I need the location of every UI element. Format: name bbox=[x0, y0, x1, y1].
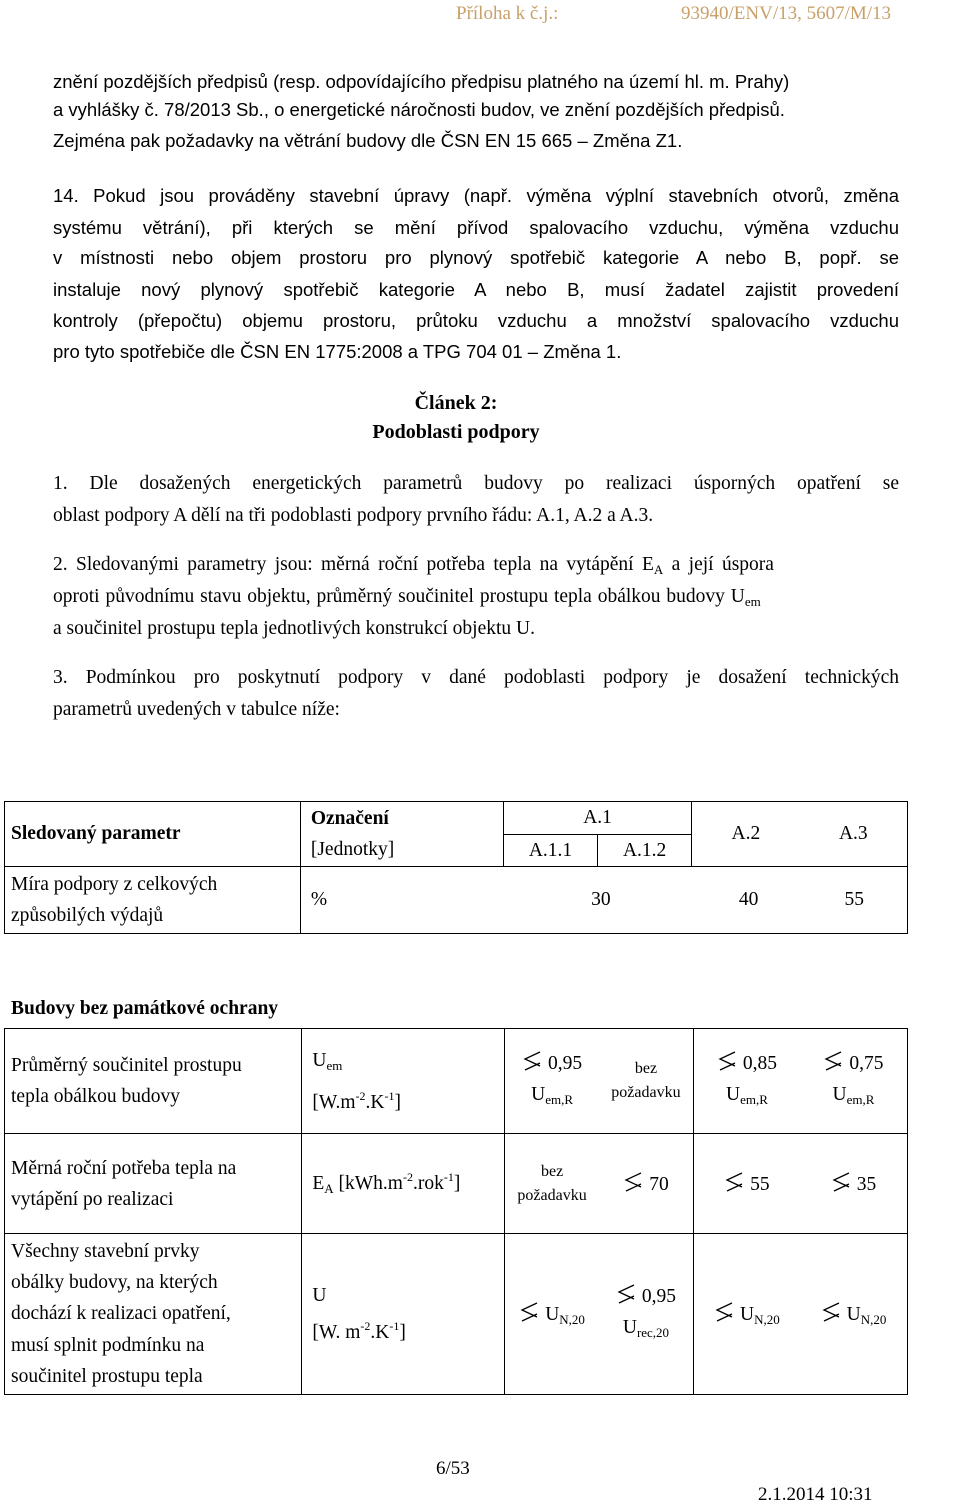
no-req-2: požadavku bbox=[611, 1084, 681, 1101]
a11-u: U bbox=[531, 1083, 546, 1105]
support-rate-label-2: způsobilých výdajů bbox=[11, 905, 164, 926]
row-avg-u-label-1: Průměrný součinitel prostupu bbox=[11, 1055, 242, 1076]
less-equal-icon bbox=[821, 1301, 841, 1323]
footer-datetime: 2.1.2014 10:31 bbox=[758, 1484, 873, 1505]
s2-line-2-a: oproti původnímu stavu objektu, průměrný součinitel prostupu tepla obálkou budovy U bbox=[53, 586, 745, 607]
row-components-unit bbox=[302, 1234, 505, 1395]
row-avg-u-label bbox=[5, 1029, 302, 1134]
row-components-a11 bbox=[505, 1234, 599, 1395]
a3-u: U bbox=[832, 1083, 847, 1105]
p14-line-6: pro tyto spotřebiče dle ČSN EN 1775:2008 a TPG 704 01 – Změna 1. bbox=[53, 341, 622, 362]
p14-line-1: 14. Pokud jsou prováděny stavební úpravy (např. výměna výplní stavebních otvorů, změna bbox=[53, 185, 899, 206]
less-equal-icon bbox=[823, 1050, 843, 1072]
s2-line-3: a součinitel prostupu tepla jednotlivých konstrukcí objektu U. bbox=[53, 618, 535, 639]
less-equal-icon bbox=[519, 1301, 539, 1323]
p14-line-5: kontroly (přepočtu) objemu prostoru, průtoku vzduchu a množství spalovacího vzduchu bbox=[53, 310, 899, 331]
intro-line-3: Zejména pak požadavky na větrání budovy dle ČSN EN 15 665 – Změna Z1. bbox=[53, 130, 683, 151]
requirements-table bbox=[4, 1028, 908, 1395]
section-heading: Budovy bez památkové ochrany bbox=[11, 998, 279, 1019]
support-rate-values bbox=[300, 867, 907, 934]
a2-label: A.2 bbox=[731, 823, 761, 844]
support-rate-label-1: Míra podpory z celkových bbox=[11, 874, 218, 895]
row-heat-demand-label bbox=[5, 1134, 302, 1234]
row-heat-demand-a3 bbox=[800, 1134, 908, 1234]
s3-line-2: parametrů uvedených v tabulce níže: bbox=[53, 699, 340, 720]
no-req-1: bez bbox=[540, 1162, 564, 1180]
s1-line-1: 1. Dle dosažených energetických parametrů budovy po realizaci úsporných opatření se bbox=[53, 473, 899, 494]
a3-label: A.3 bbox=[838, 823, 868, 844]
a1-header bbox=[503, 802, 691, 867]
less-equal-icon bbox=[724, 1171, 744, 1193]
value-a2: 40 bbox=[738, 889, 759, 910]
u-symbol: U bbox=[312, 1285, 327, 1306]
designation-header bbox=[300, 802, 503, 867]
ea-unit-sup-1: -2 bbox=[402, 1170, 413, 1184]
a11-u-sub: em,R bbox=[545, 1091, 574, 1107]
s2-line-2 bbox=[53, 585, 761, 614]
u-em-symbol: U bbox=[312, 1049, 327, 1071]
p14-line-3: v místnosti nebo objem prostoru pro plynový spotřebič kategorie A nebo B, popř. se bbox=[53, 247, 899, 268]
a2-u: U bbox=[740, 1303, 755, 1325]
row-heat-demand-a2 bbox=[693, 1134, 800, 1234]
row-avg-u-a12 bbox=[599, 1029, 693, 1134]
a1-label: A.1 bbox=[504, 802, 691, 835]
a2-value: 55 bbox=[750, 1174, 770, 1195]
a2-value: 0,85 bbox=[742, 1052, 777, 1074]
a11-u-sub: N,20 bbox=[559, 1311, 585, 1327]
s2-line-1-a: 2. Sledovanými parametry jsou: měrná roční potřeba tepla na vytápění E bbox=[53, 554, 654, 575]
unit-sup-2: -1 bbox=[384, 1088, 395, 1103]
support-rate-label bbox=[5, 867, 301, 934]
s3-line-1: 3. Podmínkou pro poskytnutí podpory v dané podoblasti podpory je dosažení technických bbox=[53, 667, 899, 688]
row-avg-u-a3 bbox=[800, 1029, 908, 1134]
u-unit-sup-2: -1 bbox=[389, 1319, 400, 1333]
units-label: [Jednotky] bbox=[310, 839, 395, 860]
u-unit-b: .K bbox=[370, 1322, 390, 1343]
row-avg-u-a2 bbox=[693, 1029, 800, 1134]
percent-unit: % bbox=[310, 889, 328, 910]
support-rate-table bbox=[4, 801, 908, 934]
less-equal-icon bbox=[623, 1171, 643, 1193]
row-components-label-1: Všechny stavební prvky bbox=[11, 1240, 200, 1262]
article-subtitle: Podoblasti podpory bbox=[372, 421, 540, 443]
row-avg-u-unit bbox=[302, 1029, 505, 1134]
a3-value: 35 bbox=[856, 1174, 877, 1195]
ea-unit-sup-2: -1 bbox=[443, 1170, 454, 1184]
no-req-1: bez bbox=[634, 1060, 658, 1077]
a12-u: U bbox=[622, 1316, 637, 1338]
intro-line-2: a vyhlášky č. 78/2013 Sb., o energetické náročnosti budov, ve znění pozdějších předpisů. bbox=[53, 99, 785, 120]
u-em-sub: em bbox=[326, 1057, 343, 1073]
row-components-label-3: dochází k realizaci opatření, bbox=[11, 1303, 231, 1325]
a12-u-sub: rec,20 bbox=[636, 1324, 670, 1340]
row-components-a12 bbox=[599, 1234, 693, 1395]
a2-u: U bbox=[725, 1083, 741, 1105]
row-heat-demand-unit bbox=[302, 1134, 505, 1234]
row-heat-demand-a11 bbox=[505, 1134, 599, 1234]
ea-symbol: E bbox=[312, 1173, 325, 1194]
s2-line-1 bbox=[53, 553, 899, 582]
row-avg-u-a11 bbox=[505, 1029, 599, 1134]
unit-sup-1: -2 bbox=[355, 1088, 366, 1103]
row-components-label-2: obálky budovy, na kterých bbox=[11, 1272, 218, 1294]
u-unit-a: [W. m bbox=[312, 1322, 361, 1343]
row-heat-demand-a12 bbox=[599, 1134, 693, 1234]
s2-line-1-b: a její úspora bbox=[663, 554, 774, 575]
unit-part-b: .K bbox=[365, 1091, 385, 1113]
no-req-2: požadavku bbox=[517, 1186, 587, 1204]
header-right: 93940/ENV/13, 5607/M/13 bbox=[681, 3, 892, 24]
less-equal-icon bbox=[714, 1301, 734, 1323]
row-components-label-4: musí splnit podmínku na bbox=[11, 1334, 205, 1356]
a11-u: U bbox=[545, 1303, 560, 1325]
a12-label: A.1.2 bbox=[622, 840, 667, 861]
param-header: Sledovaný parametr bbox=[5, 802, 301, 867]
row-components-a2 bbox=[693, 1234, 800, 1395]
a2-a3-header bbox=[692, 802, 908, 867]
ea-unit-c: ] bbox=[453, 1173, 461, 1194]
row-heat-demand-label-2: vytápění po realizaci bbox=[11, 1188, 174, 1210]
ea-unit-a: [kWh.m bbox=[333, 1173, 403, 1194]
less-equal-icon bbox=[522, 1050, 542, 1072]
a11-value: 0,95 bbox=[548, 1052, 583, 1074]
a11-label: A.1.1 bbox=[504, 835, 598, 866]
intro-line-1: znění pozdějších předpisů (resp. odpovídajícího předpisu platného na území hl. m. Prahy) bbox=[53, 71, 790, 92]
article-title: Článek 2: bbox=[414, 392, 498, 414]
s1-line-2: oblast podpory A dělí na tři podoblasti podpory prvního řádu: A.1, A.2 a A.3. bbox=[53, 505, 654, 526]
row-components-label-5: součinitel prostupu tepla bbox=[11, 1365, 203, 1387]
less-equal-icon bbox=[831, 1171, 851, 1193]
less-equal-icon bbox=[616, 1283, 636, 1305]
page-number: 6/53 bbox=[436, 1458, 470, 1479]
header-left: Příloha k č.j.: bbox=[456, 3, 559, 24]
a3-u: U bbox=[846, 1303, 861, 1325]
unit-part-a: [W.m bbox=[312, 1091, 356, 1113]
p14-line-4: instaluje nový plynový spotřebič kategorie A nebo B, musí žadatel zajistit provedení bbox=[53, 279, 899, 300]
a2-u-sub: N,20 bbox=[754, 1311, 780, 1327]
row-avg-u-label-2: tepla obálkou budovy bbox=[11, 1086, 180, 1107]
u-unit-c: ] bbox=[399, 1322, 406, 1343]
s2-line-1-sub: A bbox=[653, 562, 664, 577]
a3-value: 0,75 bbox=[849, 1052, 884, 1074]
ea-sub: A bbox=[324, 1181, 334, 1196]
unit-part-c: ] bbox=[394, 1091, 401, 1113]
a3-u-sub: N,20 bbox=[860, 1311, 887, 1327]
p14-line-2: systému větrání), při kterých se mění přívod spalovacího vzduchu, výměna vzduchu bbox=[53, 217, 899, 238]
row-components-label bbox=[5, 1234, 302, 1395]
value-a1: 30 bbox=[591, 889, 611, 910]
a2-u-sub: em,R bbox=[740, 1091, 768, 1107]
ea-unit-b: .rok bbox=[412, 1173, 444, 1194]
a12-value: 0,95 bbox=[641, 1285, 677, 1307]
u-unit-sup-1: -2 bbox=[360, 1319, 371, 1333]
value-a3: 55 bbox=[844, 889, 864, 910]
s2-line-2-sub: em bbox=[744, 594, 761, 609]
less-equal-icon bbox=[717, 1050, 737, 1072]
a3-u-sub: em,R bbox=[846, 1091, 875, 1107]
row-heat-demand-label-1: Měrná roční potřeba tepla na bbox=[11, 1157, 237, 1179]
designation-label: Označení bbox=[310, 808, 389, 829]
a12-value: 70 bbox=[649, 1174, 669, 1195]
row-components-a3 bbox=[800, 1234, 908, 1395]
